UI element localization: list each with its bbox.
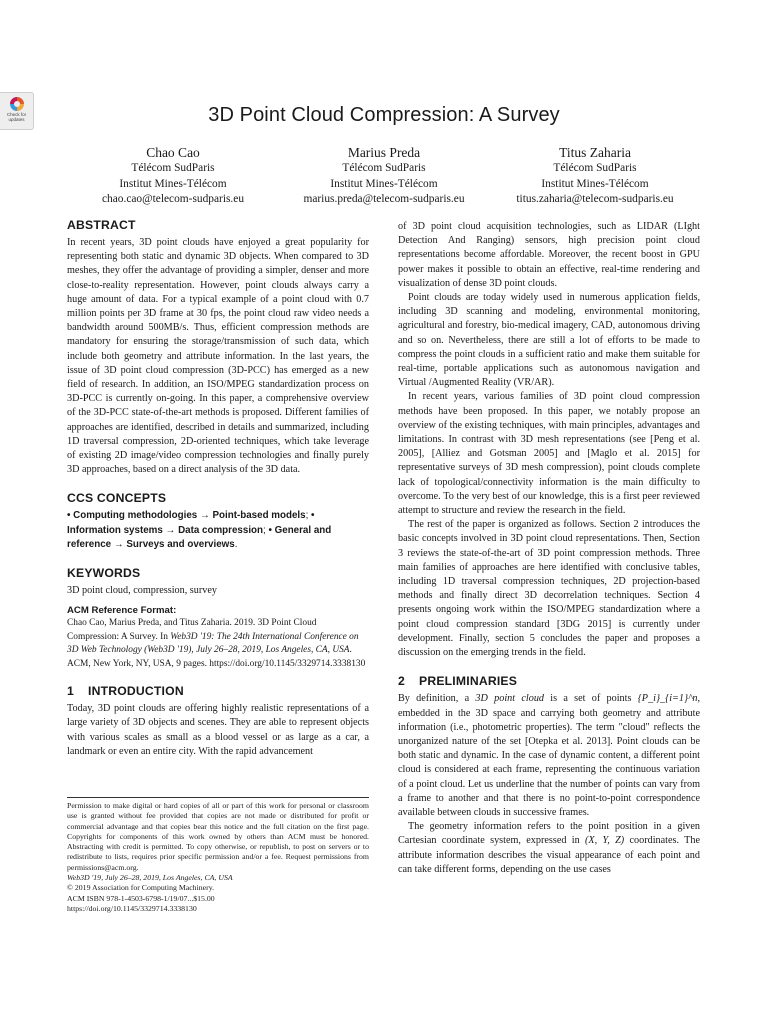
defined-term: 3D point cloud <box>475 693 545 705</box>
author-institution: Institut Mines-Télécom <box>119 177 227 190</box>
ccs-arrow: → <box>111 538 127 550</box>
preliminaries-heading <box>398 674 700 688</box>
keywords-text: 3D point cloud, compression, survey <box>67 585 217 597</box>
author-institution: Institut Mines-Télécom <box>541 177 649 190</box>
introduction-heading <box>67 684 369 698</box>
author-1 <box>68 144 278 208</box>
right-column <box>398 220 700 877</box>
abstract-text: In recent years, 3D point clouds have enjoyed a great popularity for representing both static and dynamic 3D objects. When compared to 3D meshes, they offer the advantage of providing a simpler, denser and more close-to-reality representation. However, point clouds always carry a huge amount of data. For a typical example of a point cloud with 0.7 million points per 3D frame at 30 fps, the point cloud raw video needs a bandwidth around 500MB/s. Thus, efficient compression methods are mandatory for ensuring the storage/transmission of such data, which include both geometry and attribute information. In the last years, the issue of 3D point cloud compression (3D-PCC) has emerged as a new field of research. In addition, an ISO/MPEG standardization process on 3D-PCC is currently on-going. In this paper, a comprehensive overview of the 3D-PCC state-of-the-art methods is proposed. Different families of approaches are identified, described in details and summarized, including 1D traversal compression, 2D-oriented techniques, which take leverage of existing 2D image/video compression technologies and finally purely 3D approaches, based on a direct analysis of the 3D data. <box>67 237 369 476</box>
ref-part: Chao Cao, Marius Preda, and Titus Zaharia. 2019. 3D Point Cloud Compression: A Survey. In <box>67 618 317 642</box>
intro-paragraph-1-continued: of 3D point cloud acquisition technologies, such as LIDAR (LIght Detection And Ranging) sensors, high precision point cloud representations become affordable. Moreover, the recent boost in GPU power makes it possible to obtain an effective, real-time rendering and visualization of dense 3D point clouds. <box>398 221 700 289</box>
permission-notice: Permission to make digital or hard copies of all or part of this work for personal or classroom use is granted without fee provided that copies are not made or distributed for profit or commercial advantage and that copies bear this notice and the full citation on the first page. Copyrights for components of this work owned by others than ACM must be honored. Abstracting with credit is permitted. To copy otherwise, or republish, to post on servers or to redistribute to lists, requires prior specific permission and/or a fee. Request permissions from permissions@acm.org. <box>67 801 369 872</box>
author-email[interactable]: chao.cao@telecom-sudparis.eu <box>101 193 245 205</box>
author-email[interactable]: titus.zaharia@telecom-sudparis.eu <box>516 193 674 205</box>
author-affiliation: Télécom SudParis <box>553 162 637 174</box>
ref-venue: Web3D '19: The 24th International Conference on 3D Web Technology (Web3D '19), July 26–28, 2019, Los Angeles, CA, USA <box>67 631 359 656</box>
ccs-term: Point-based models <box>212 510 306 522</box>
footnote-isbn: ACM ISBN 978-1-4503-6798-1/19/07...$15.00 <box>67 893 215 903</box>
venue-text: Web3D '19, July 26–28, 2019, Los Angeles, CA, USA <box>67 873 233 883</box>
intro-paragraph-4: The rest of the paper is organized as follows. Section 2 introduces the basic concepts involved in 3D point cloud representations. Then, Section 3 reviews the state-of-the-art of 3D point compression methods. Three main families of approaches are here identified with conclusive tables, including 1D traversal compression techniques, 2D projection-based methods and finally direct 3D decorrelation techniques. Section 4 presents ongoing work within the ISO/MPEG standardization where a point cloud compression standard [3DG 2015] is currently under development. Finally, section 5 concludes the paper and proposes a discussion on the emerging trends in the field. <box>398 519 700 659</box>
text-run: coordinates. The attribute information describes the visual appearance of each point and can take different forms, depending on the use cases <box>398 835 700 875</box>
author-email[interactable]: marius.preda@telecom-sudparis.eu <box>303 193 465 205</box>
author-2 <box>279 144 489 208</box>
ccs-arrow: → <box>197 510 213 522</box>
footnote-doi[interactable]: https://doi.org/10.1145/3329714.3338130 <box>67 903 197 913</box>
author-name: Marius Preda <box>347 145 421 160</box>
section-number: 1 <box>67 684 74 699</box>
ccs-concepts <box>67 509 369 552</box>
keywords-heading: KEYWORDS <box>67 566 141 581</box>
ccs-heading: CCS CONCEPTS <box>67 491 167 506</box>
ccs-term: Data compression <box>178 524 264 536</box>
abstract-heading: ABSTRACT <box>67 218 136 232</box>
ccs-arrow: → <box>162 524 179 536</box>
author-affiliation: Télécom SudParis <box>342 162 426 174</box>
author-block <box>68 144 700 208</box>
text-run: By definition, a <box>398 693 476 705</box>
author-institution: Institut Mines-Télécom <box>330 177 438 190</box>
copyright-footnote <box>67 797 369 914</box>
ccs-term: • Computing methodologies <box>67 510 198 522</box>
author-3 <box>490 144 700 208</box>
paper-title: 3D Point Cloud Compression: A Survey <box>208 104 560 126</box>
acm-reference-heading: ACM Reference Format: <box>67 605 177 617</box>
author-affiliation: Télécom SudParis <box>131 162 215 174</box>
ccs-term: • General and reference <box>67 524 332 550</box>
footnote-copyright: © 2019 Association for Computing Machinery. <box>67 883 215 893</box>
section-number: 2 <box>398 674 405 689</box>
prelim-paragraph-2 <box>398 820 700 877</box>
acm-reference-text <box>67 617 369 671</box>
intro-paragraph-1: Today, 3D point clouds are offering highly realistic representations of a large variety of 3D objects and scenes. They are able to represent objects with various scales as small as a blood vessel or as large as a car, a landmark or even an entire city. With the rapid advancement <box>67 703 369 757</box>
math-expression: (X, Y, Z) <box>585 835 625 847</box>
ccs-sep: ; <box>305 510 312 522</box>
author-name: Titus Zaharia <box>559 145 631 160</box>
ccs-sep: ; <box>263 524 269 536</box>
author-name: Chao Cao <box>146 145 200 160</box>
badge-label: Check for updates <box>6 112 27 122</box>
ref-part: . ACM, New York, NY, USA, 9 pages. https://doi.org/10.1145/3329714.3338130 <box>67 645 366 669</box>
intro-paragraph-3: In recent years, various families of 3D point cloud compression methods have been proposed. In this paper, we notably propose an overview of the existing techniques, with main principles, advantages and limitations. In contrast with 3D mesh representations (see [Peng et al. 2005], [Alliez and Gotsman 2005] and [Maglo et al. 2015] for representative surveys of 3D mesh compression), point clouds complete lack of topological/connectivity information is the main difficulty to overcome. To the very best of our knowledge, this is a first peer reviewed attempt to structure and review the research in the field. <box>398 391 700 517</box>
ccs-term: • Information systems <box>67 510 315 536</box>
ccs-term: Surveys and overviews <box>126 538 235 550</box>
ccs-end: . <box>234 538 238 550</box>
prelim-paragraph-1 <box>398 692 700 820</box>
footnote-venue <box>67 873 369 883</box>
section-title: INTRODUCTION <box>88 684 184 699</box>
text-run: , embedded in the 3D space and carrying both geometry and attribute information (i.e., photometric properties). The term "cloud" reflects the unorganized nature of the set [Otepka et al. 2013]. Point clouds can be both static and dynamic. In the case of dynamic content, a different point cloud is considered at each frame, representing the continuous variation of a point cloud. Let us underline that the number of points can vary from a frame to another and that there is no point-to-point correspondence available between clouds in successive frames. <box>398 693 701 818</box>
intro-paragraph-2: Point clouds are today widely used in numerous application fields, including 3D scanning and modeling, environmental monitoring, agricultural and forestry, bio-medical imagery, CAD, autonomous driving and so on. Nevertheless, there are still a lot of efforts to be made to compress the point clouds in a sufficient ratio and make them suitable for real-time, portable applications such as autonomous navigation and Virtual /Augmented Reality (VR/AR). <box>398 292 700 389</box>
section-title: PRELIMINARIES <box>419 674 518 689</box>
text-run: The geometry information refers to the point position in a given Cartesian coordinate system, expressed in <box>398 821 700 847</box>
left-column <box>67 218 369 759</box>
math-expression: {P_i}_{i=1}^n <box>637 693 698 705</box>
text-run: is a set of points <box>544 693 638 705</box>
